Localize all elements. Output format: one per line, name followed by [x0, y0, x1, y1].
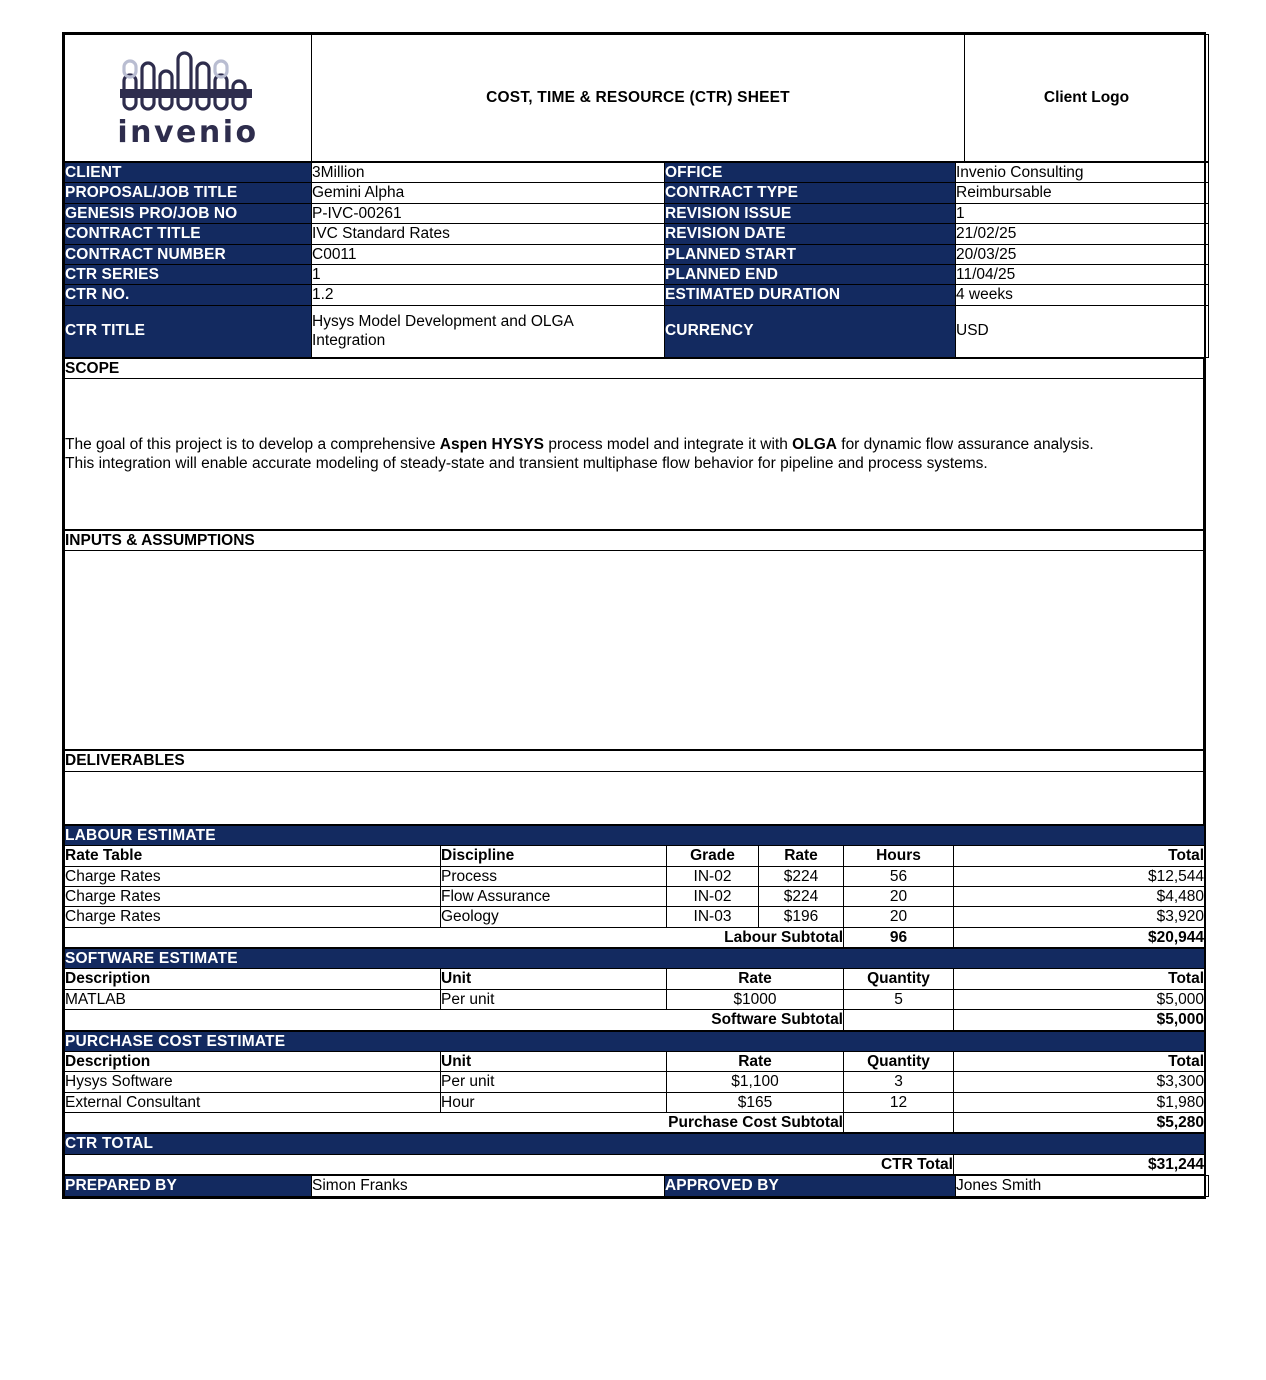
inputs-header-row: [65, 531, 1204, 551]
table-row: [65, 1092, 1205, 1112]
labour-col-grade: Grade: [667, 846, 759, 866]
ctr-sheet: [62, 32, 1206, 1199]
labour-row-1-rate-table[interactable]: Charge Rates: [65, 886, 441, 906]
purchase-row-0-quantity[interactable]: 3: [844, 1072, 954, 1092]
value-ctr-series[interactable]: 1: [312, 264, 665, 284]
purchase-col-rate: Rate: [667, 1051, 844, 1071]
labour-heading-row: [65, 825, 1205, 845]
label-office: OFFICE: [665, 163, 956, 183]
labour-row-2-grade[interactable]: IN-03: [667, 907, 759, 927]
purchase-heading-row: [65, 1031, 1205, 1051]
software-subtotal-row: [65, 1010, 1205, 1030]
inputs-assumptions-body[interactable]: [65, 551, 1204, 750]
software-heading-row: [65, 949, 1205, 969]
label-revision-date: REVISION DATE: [665, 224, 956, 244]
table-row: [65, 907, 1205, 927]
software-row-0-description[interactable]: MATLAB: [65, 989, 441, 1009]
inputs-assumptions-section: [64, 530, 1204, 750]
info-row-contractnumber-plannedstart: [65, 244, 1209, 264]
purchase-subtotal-label: Purchase Cost Subtotal: [65, 1113, 844, 1133]
labour-subtotal-label: Labour Subtotal: [65, 927, 844, 947]
value-planned-end[interactable]: 11/04/25: [956, 264, 1209, 284]
value-prepared-by[interactable]: Simon Franks: [312, 1176, 665, 1196]
labour-estimate-section: [64, 825, 1205, 948]
header-row: [65, 35, 1209, 162]
table-row: [65, 1072, 1205, 1092]
label-planned-start: PLANNED START: [665, 244, 956, 264]
software-col-unit: Unit: [441, 969, 667, 989]
value-ctr-no[interactable]: 1.2: [312, 285, 665, 305]
software-subtotal-label: Software Subtotal: [65, 1010, 844, 1030]
scope-body: [65, 379, 1204, 530]
value-estimated-duration[interactable]: 4 weeks: [956, 285, 1209, 305]
scope-body-row: [65, 379, 1204, 530]
info-row-genesis-revissue: [65, 203, 1209, 223]
value-currency[interactable]: USD: [956, 305, 1209, 357]
software-col-rate: Rate: [667, 969, 844, 989]
scope-heading: SCOPE: [65, 358, 1204, 378]
purchase-col-unit: Unit: [441, 1051, 667, 1071]
labour-col-total: Total: [954, 846, 1205, 866]
labour-row-2-hours[interactable]: 20: [844, 907, 954, 927]
ctr-total-section: [64, 1133, 1205, 1175]
software-col-total: Total: [954, 969, 1205, 989]
deliverables-body[interactable]: [65, 771, 1204, 824]
software-subtotal-total: $5,000: [954, 1010, 1205, 1030]
labour-subtotal-row: [65, 927, 1205, 947]
software-col-quantity: Quantity: [844, 969, 954, 989]
software-estimate-section: [64, 948, 1205, 1031]
inputs-body-row: [65, 551, 1204, 750]
label-currency: CURRENCY: [665, 305, 956, 357]
labour-row-1-rate[interactable]: $224: [759, 886, 844, 906]
value-office[interactable]: Invenio Consulting: [956, 163, 1209, 183]
scope-bold-olga: OLGA: [792, 435, 837, 453]
label-estimated-duration: ESTIMATED DURATION: [665, 285, 956, 305]
labour-row-2-rate-table[interactable]: Charge Rates: [65, 907, 441, 927]
labour-row-1-grade[interactable]: IN-02: [667, 886, 759, 906]
software-row-0-quantity[interactable]: 5: [844, 989, 954, 1009]
software-row-0-total: $5,000: [954, 989, 1205, 1009]
purchase-col-quantity: Quantity: [844, 1051, 954, 1071]
signoff-row: [65, 1176, 1209, 1196]
table-row: [65, 866, 1205, 886]
table-row: [65, 886, 1205, 906]
labour-col-hours: Hours: [844, 846, 954, 866]
scope-text-c: for dynamic flow assurance analysis.: [836, 435, 1094, 453]
labour-row-2-total: $3,920: [954, 907, 1205, 927]
software-col-description: Description: [65, 969, 441, 989]
purchase-row-1-total: $1,980: [954, 1092, 1205, 1112]
scope-text-b: process model and integrate it with: [544, 435, 793, 453]
purchase-row-0-unit[interactable]: Per unit: [441, 1072, 667, 1092]
software-header-row: [65, 969, 1205, 989]
deliverables-header-row: [65, 751, 1204, 771]
purchase-row-1-description[interactable]: External Consultant: [65, 1092, 441, 1112]
labour-row-0-discipline[interactable]: Process: [441, 866, 667, 886]
logo-bars-icon: [118, 49, 258, 115]
scope-bold-aspen-hysys: Aspen HYSYS: [439, 435, 545, 453]
purchase-row-1-unit[interactable]: Hour: [441, 1092, 667, 1112]
info-row-ctrseries-plannedend: [65, 264, 1209, 284]
label-planned-end: PLANNED END: [665, 264, 956, 284]
value-proposal-job-title[interactable]: Gemini Alpha: [312, 183, 665, 203]
label-approved-by: APPROVED BY: [665, 1176, 956, 1196]
software-row-0-unit[interactable]: Per unit: [441, 989, 667, 1009]
labour-row-0-total: $12,544: [954, 866, 1205, 886]
purchase-row-1-quantity[interactable]: 12: [844, 1092, 954, 1112]
label-ctr-no: CTR NO.: [65, 285, 312, 305]
labour-row-0-rate-table[interactable]: Charge Rates: [65, 866, 441, 886]
info-grid: [64, 162, 1209, 358]
labour-subtotal-total: $20,944: [954, 927, 1205, 947]
labour-header-row: [65, 846, 1205, 866]
ctr-total-label: CTR Total: [65, 1154, 954, 1174]
ctr-total-value: $31,244: [954, 1154, 1205, 1174]
purchase-cost-estimate-heading: PURCHASE COST ESTIMATE: [65, 1031, 1205, 1051]
value-genesis-pro-job-no[interactable]: P-IVC-00261: [312, 203, 665, 223]
labour-row-0-hours[interactable]: 56: [844, 866, 954, 886]
scope-paragraph-2: This integration will enable accurate modeling of steady-state and transient multiphase flow behavior for pipeline and process systems.: [65, 455, 988, 472]
info-row-proposal-contracttype: [65, 183, 1209, 203]
value-approved-by[interactable]: Jones Smith: [956, 1176, 1209, 1196]
software-estimate-heading: SOFTWARE ESTIMATE: [65, 949, 1205, 969]
label-ctr-title: CTR TITLE: [65, 305, 312, 357]
labour-row-1-hours[interactable]: 20: [844, 886, 954, 906]
label-prepared-by: PREPARED BY: [65, 1176, 312, 1196]
info-row-ctrno-duration: [65, 285, 1209, 305]
labour-row-0-rate[interactable]: $224: [759, 866, 844, 886]
value-contract-number[interactable]: C0011: [312, 244, 665, 264]
label-genesis-pro-job-no: GENESIS PRO/JOB NO: [65, 203, 312, 223]
purchase-subtotal-total: $5,280: [954, 1113, 1205, 1133]
labour-col-discipline: Discipline: [441, 846, 667, 866]
ctr-total-heading: CTR TOTAL: [65, 1134, 1205, 1154]
info-row-contracttitle-revdate: [65, 224, 1209, 244]
purchase-row-1-rate[interactable]: $165: [667, 1092, 844, 1112]
value-revision-date[interactable]: 21/02/25: [956, 224, 1209, 244]
client-logo-placeholder: Client Logo: [965, 35, 1209, 162]
labour-row-2-discipline[interactable]: Geology: [441, 907, 667, 927]
scope-section: [64, 358, 1204, 530]
label-contract-title: CONTRACT TITLE: [65, 224, 312, 244]
label-contract-type: CONTRACT TYPE: [665, 183, 956, 203]
value-ctr-title[interactable]: Hysys Model Development and OLGA Integration: [312, 305, 665, 357]
purchase-row-0-rate[interactable]: $1,100: [667, 1072, 844, 1092]
purchase-header-row: [65, 1051, 1205, 1071]
invenio-logo-cell: [65, 35, 312, 162]
labour-row-0-grade[interactable]: IN-02: [667, 866, 759, 886]
purchase-subtotal-row: [65, 1113, 1205, 1133]
scope-header-row: [65, 358, 1204, 378]
labour-estimate-heading: LABOUR ESTIMATE: [65, 825, 1205, 845]
purchase-row-0-total: $3,300: [954, 1072, 1205, 1092]
software-row-0-rate[interactable]: $1000: [667, 989, 844, 1009]
value-revision-issue[interactable]: 1: [956, 203, 1209, 223]
labour-row-1-total: $4,480: [954, 886, 1205, 906]
label-revision-issue: REVISION ISSUE: [665, 203, 956, 223]
ctr-total-heading-row: [65, 1134, 1205, 1154]
label-client: CLIENT: [65, 163, 312, 183]
purchase-col-total: Total: [954, 1051, 1205, 1071]
deliverables-body-row: [65, 771, 1204, 824]
inputs-assumptions-heading: INPUTS & ASSUMPTIONS: [65, 531, 1204, 551]
purchase-row-0-description[interactable]: Hysys Software: [65, 1072, 441, 1092]
value-contract-type[interactable]: Reimbursable: [956, 183, 1209, 203]
labour-row-1-discipline[interactable]: Flow Assurance: [441, 886, 667, 906]
labour-subtotal-hours: 96: [844, 927, 954, 947]
sheet-title: COST, TIME & RESOURCE (CTR) SHEET: [312, 35, 965, 162]
value-contract-title[interactable]: IVC Standard Rates: [312, 224, 665, 244]
header-table: [64, 34, 1209, 162]
info-row-client-office: [65, 163, 1209, 183]
label-proposal-job-title: PROPOSAL/JOB TITLE: [65, 183, 312, 203]
labour-col-rate-table: Rate Table: [65, 846, 441, 866]
value-planned-start[interactable]: 20/03/25: [956, 244, 1209, 264]
purchase-cost-estimate-section: [64, 1031, 1205, 1134]
signoff-section: [64, 1175, 1209, 1196]
software-subtotal-spacer: [844, 1010, 954, 1030]
value-client[interactable]: 3Million: [312, 163, 665, 183]
labour-col-rate: Rate: [759, 846, 844, 866]
purchase-subtotal-spacer: [844, 1113, 954, 1133]
purchase-col-description: Description: [65, 1051, 441, 1071]
ctr-total-row: [65, 1154, 1205, 1174]
label-contract-number: CONTRACT NUMBER: [65, 244, 312, 264]
info-row-ctrtitle-currency: [65, 305, 1209, 357]
scope-paragraph-1: [65, 435, 1203, 454]
deliverables-section: [64, 750, 1204, 824]
table-row: [65, 989, 1205, 1009]
label-ctr-series: CTR SERIES: [65, 264, 312, 284]
invenio-logo: [117, 49, 258, 148]
labour-row-2-rate[interactable]: $196: [759, 907, 844, 927]
deliverables-heading: DELIVERABLES: [65, 751, 1204, 771]
scope-text-a: The goal of this project is to develop a comprehensive: [65, 435, 440, 453]
invenio-logo-text: invenio: [117, 114, 259, 150]
